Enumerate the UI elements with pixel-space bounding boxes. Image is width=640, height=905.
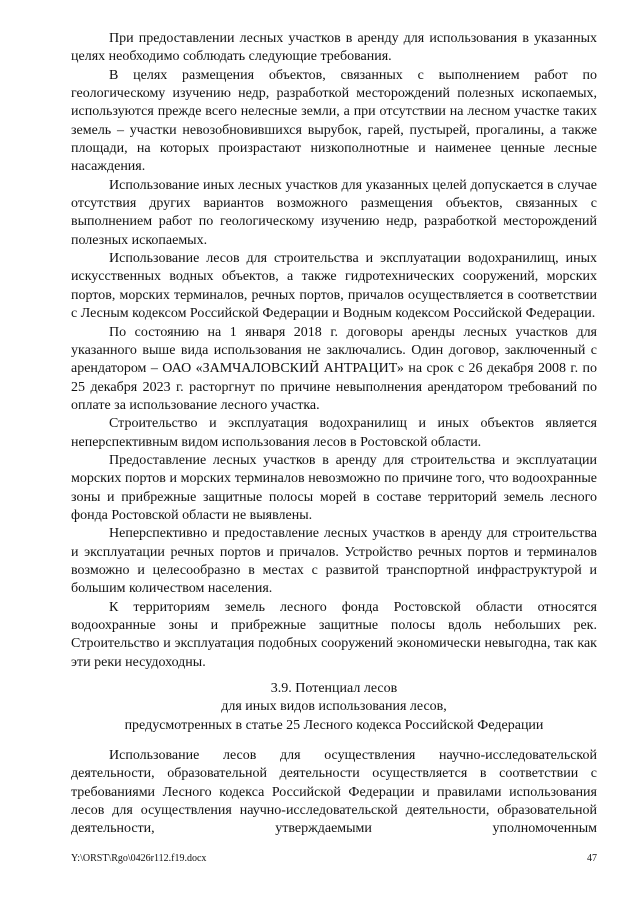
section-heading-line-3: предусмотренных в статье 25 Лесного кодекса Российской Федерации (124, 717, 544, 733)
section-heading (71, 680, 597, 735)
page-number: 47 (587, 853, 597, 864)
paragraph: В целях размещения объектов, связанных с выполнением работ по геологическому изучению недр, разработкой месторождений полезных ископаемых, используются прежде всего нелесные земли, а при отсутствии на лесном участке таких земель – участки невозобновившихся вырубок, гарей, пустырей, прогалины, а также площади, на которых произрастают низкополнотные и наименее ценные лесные насаждения. (71, 67, 597, 175)
paragraph: Использование лесов для осуществления научно-исследовательской деятельности, образовательной деятельности осуществляется в соответствии с требованиями Лесного кодекса Российской Федерации и правилами использования лесов для осуществления научно-исследовательской деятельности, образовательной деятельности, утверждаемыми уполномоченным (71, 748, 597, 837)
footer-file-path: Y:\ORST\Rgo\0426r112.f19.docx (71, 853, 207, 864)
paragraph: По состоянию на 1 января 2018 г. договоры аренды лесных участков для указанного выше вида использования не заключались. Один договор, заключенный с арендатором – ОАО «ЗАМЧАЛОВСКИЙ АНТРАЦИТ» на срок с 26 декабря 2008 г. по 25 декабря 2023 г. расторгнут по причине невыполнения арендатором требований по оплате за использование лесного участка. (71, 324, 597, 413)
paragraph: Использование иных лесных участков для указанных целей допускается в случае отсутствия других вариантов возможного размещения объектов, связанных с выполнением работ по геологическому изучению недр, разработкой месторождений полезных ископаемых. (71, 177, 597, 248)
paragraph: Строительство и эксплуатация водохранилищ и иных объектов является неперспективным видом использования лесов в Ростовской области. (71, 416, 597, 450)
paragraph: К территориям земель лесного фонда Ростовской области относятся водоохранные зоны и прибрежные защитные полосы вдоль небольших рек. Строительство и эксплуатация подобных сооружений экономически невыгодна, так как эти реки несудоходны. (71, 599, 597, 670)
document-body-continued (71, 747, 597, 839)
section-heading-line-1: 3.9. Потенциал лесов (270, 681, 398, 696)
paragraph: Предоставление лесных участков в аренду для строительства и эксплуатации морских портов и морских терминалов невозможно по причине того, что водоохранные зоны и прибрежные защитные полосы морей в составе территорий земель лесного фонда Ростовской области не выявлены. (71, 452, 597, 523)
page-footer (71, 852, 597, 866)
document-body (71, 30, 597, 672)
paragraph: Неперспективно и предоставление лесных участков в аренду для строительства и эксплуатации речных портов и причалов. Устройство речных портов и терминалов возможно и целесообразно в местах с развитой транспортной инфраструктурой и большим количеством населения. (71, 526, 597, 597)
paragraph: При предоставлении лесных участков в аренду для использования в указанных целях необходимо соблюдать следующие требования. (71, 31, 597, 65)
paragraph: Использование лесов для строительства и эксплуатации водохранилищ, иных искусственных водных объектов, а также гидротехнических сооружений, морских портов, морских терминалов, речных портов, причалов осуществляется в соответствии с Лесным кодексом Российской Федерации и Водным кодексом Российской Федерации. (71, 251, 597, 322)
section-heading-line-2: для иных видов использования лесов, (221, 699, 447, 715)
